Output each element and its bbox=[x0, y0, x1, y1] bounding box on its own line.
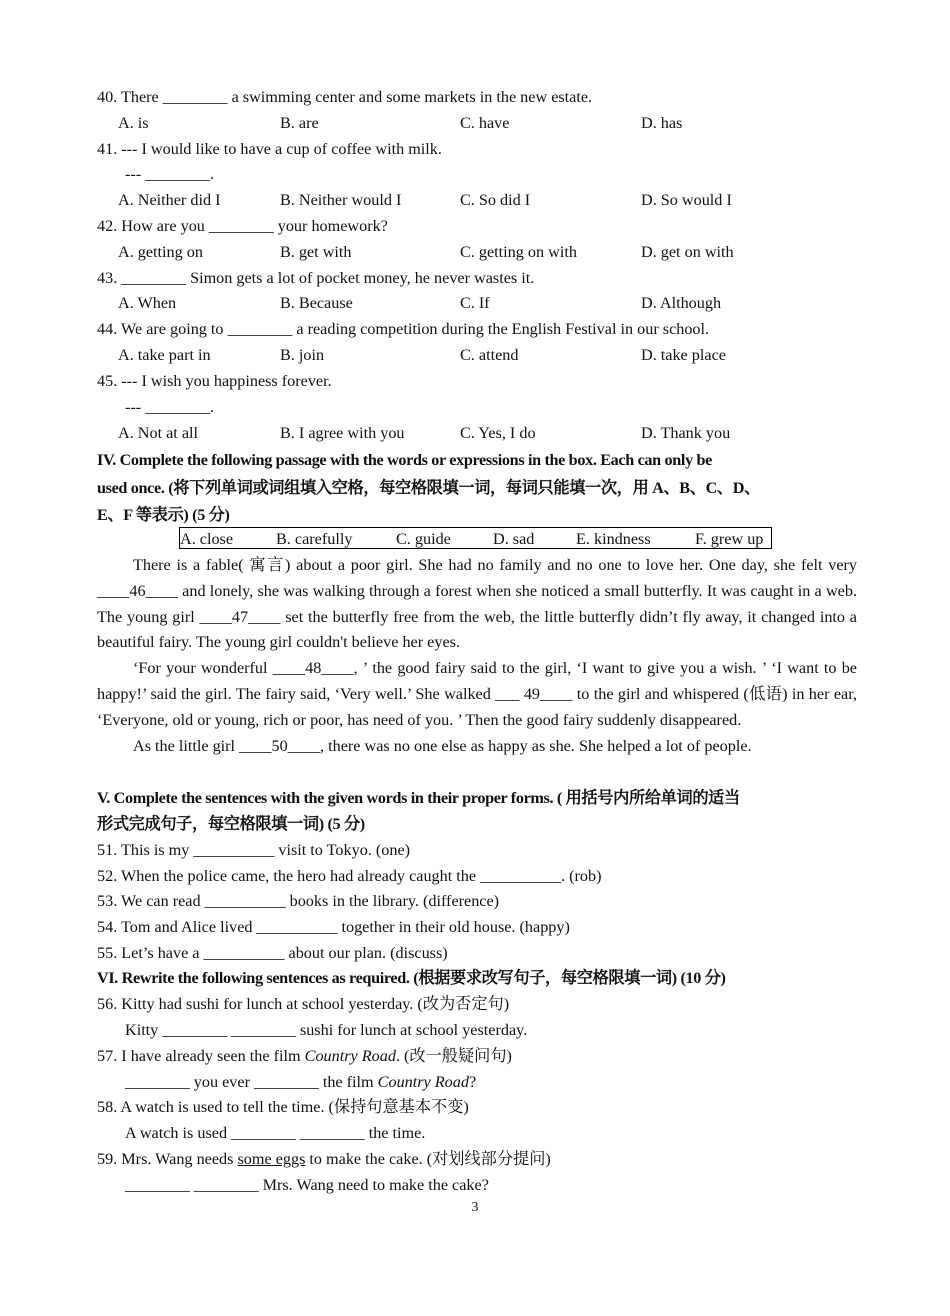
q56-answer: Kitty ________ ________ sushi for lunch at school yesterday. bbox=[125, 1021, 528, 1039]
word-box-item-b: B. carefully bbox=[276, 530, 353, 548]
word-box-item-f: F. grew up bbox=[695, 530, 764, 548]
q45-reply: --- ________. bbox=[125, 398, 215, 416]
q45-option-b: B. I agree with you bbox=[280, 424, 405, 442]
q45-option-c: C. Yes, I do bbox=[460, 424, 536, 442]
q44-option-b: B. join bbox=[280, 346, 325, 364]
section5-heading-line1: V. Complete the sentences with the given words in their proper forms. ( 用括号内所给单词的适当 bbox=[97, 789, 740, 807]
q44-option-d: D. take place bbox=[641, 346, 726, 364]
q58-answer: A watch is used ________ ________ the time. bbox=[125, 1124, 426, 1142]
q40-option-d: D. has bbox=[641, 114, 683, 132]
q59-stem-pre: 59. Mrs. Wang needs bbox=[97, 1150, 238, 1168]
q59-underlined-part: some eggs bbox=[237, 1150, 306, 1168]
word-box-item-c: C. guide bbox=[396, 530, 451, 548]
q40-stem: 40. There ________ a swimming center and some markets in the new estate. bbox=[97, 88, 593, 106]
q44-stem: 44. We are going to ________ a reading competition during the English Festival in our school. bbox=[97, 320, 710, 338]
q43-option-b: B. Because bbox=[280, 294, 353, 312]
q42-option-c: C. getting on with bbox=[460, 243, 577, 261]
q56-stem: 56. Kitty had sushi for lunch at school yesterday. (改为否定句) bbox=[97, 995, 510, 1013]
q57-answer bbox=[125, 1072, 476, 1092]
q40-option-a: A. is bbox=[118, 114, 149, 132]
q57-answer-pre: ________ you ever ________ the film bbox=[125, 1073, 378, 1091]
section4-heading-line3: E、F 等表示) (5 分) bbox=[97, 506, 230, 524]
word-box bbox=[179, 527, 772, 549]
q43-option-c: C. If bbox=[460, 294, 490, 312]
q41-option-b: B. Neither would I bbox=[280, 191, 402, 209]
q57-answer-post: ? bbox=[468, 1073, 477, 1091]
page-number: 3 bbox=[471, 1200, 479, 1215]
word-box-item-d: D. sad bbox=[493, 530, 535, 548]
section5-heading-line2: 形式完成句子，每空格限填一词) (5 分) bbox=[97, 815, 365, 833]
q57-stem-pre: 57. I have already seen the film bbox=[97, 1047, 305, 1065]
passage-paragraph-3: As the little girl ____50____, there was no one else as happy as she. She helped a lot of people. bbox=[133, 736, 752, 755]
passage bbox=[97, 553, 857, 759]
q41-stem: 41. --- I would like to have a cup of coffee with milk. bbox=[97, 140, 442, 158]
q57-film-title: Country Road bbox=[304, 1047, 396, 1065]
word-box-item-a: A. close bbox=[180, 530, 234, 548]
q41-option-a: A. Neither did I bbox=[118, 191, 221, 209]
q44-option-c: C. attend bbox=[460, 346, 519, 364]
section6-heading: VI. Rewrite the following sentences as required. (根据要求改写句子，每空格限填一词) (10 分) bbox=[97, 969, 726, 987]
passage-paragraph-1: There is a fable( 寓言) about a poor girl. She had no family and no one to love her. One day, she felt very ____46____ and lonely, she was walking through a forest when she noticed a small butterfly. It was caught in a web. The young girl ____47____ set the butterfly free from the web, the little butterfly didn’t fly away, it changed into a beautiful fairy. The young girl couldn't believe her eyes. bbox=[97, 556, 857, 652]
q43-option-a: A. When bbox=[118, 294, 177, 312]
q44-option-a: A. take part in bbox=[118, 346, 211, 364]
q43-stem: 43. ________ Simon gets a lot of pocket money, he never wastes it. bbox=[97, 269, 535, 287]
q40-option-c: C. have bbox=[460, 114, 510, 132]
q52: 52. When the police came, the hero had already caught the __________. (rob) bbox=[97, 867, 602, 885]
q43-option-d: D. Although bbox=[641, 294, 722, 312]
q59-stem-post: to make the cake. (对划线部分提问) bbox=[305, 1150, 551, 1168]
q42-option-b: B. get with bbox=[280, 243, 352, 261]
q40-option-b: B. are bbox=[280, 114, 319, 132]
section4-heading-line1: IV. Complete the following passage with the words or expressions in the box. Each can only be bbox=[97, 451, 712, 469]
q41-option-c: C. So did I bbox=[460, 191, 531, 209]
q57-answer-film-title: Country Road bbox=[377, 1073, 469, 1091]
q59-answer: ________ ________ Mrs. Wang need to make the cake? bbox=[125, 1176, 489, 1194]
q45-option-a: A. Not at all bbox=[118, 424, 199, 442]
q54: 54. Tom and Alice lived __________ together in their old house. (happy) bbox=[97, 918, 570, 936]
q45-option-d: D. Thank you bbox=[641, 424, 731, 442]
q58-stem: 58. A watch is used to tell the time. (保持句意基本不变) bbox=[97, 1098, 469, 1116]
q41-option-d: D. So would I bbox=[641, 191, 732, 209]
q55: 55. Let’s have a __________ about our plan. (discuss) bbox=[97, 944, 448, 962]
section4-heading-line2: used once. (将下列单词或词组填入空格，每空格限填一词，每词只能填一次，用 A、B、C、D、 bbox=[97, 479, 760, 497]
q42-option-a: A. getting on bbox=[118, 243, 203, 261]
q59-stem bbox=[97, 1149, 551, 1169]
word-box-item-e: E. kindness bbox=[576, 530, 651, 548]
q57-stem-post: . (改一般疑问句) bbox=[395, 1047, 512, 1065]
q57-stem bbox=[97, 1046, 512, 1066]
passage-paragraph-2: ‘For your wonderful ____48____, ’ the good fairy said to the girl, ‘I want to give you a wish. ’ ‘I want to be happy!’ said the girl. The fairy said, ‘Very well.’ She walked ___ 49____ to the girl and whispered (低语) in her ear, ‘Everyone, old or young, rich or poor, has need of you. ’ Then the good fairy suddenly disappeared. bbox=[97, 659, 857, 729]
q42-stem: 42. How are you ________ your homework? bbox=[97, 217, 388, 235]
q42-option-d: D. get on with bbox=[641, 243, 734, 261]
q41-reply: --- ________. bbox=[125, 165, 215, 183]
q45-stem: 45. --- I wish you happiness forever. bbox=[97, 372, 332, 390]
q53: 53. We can read __________ books in the library. (difference) bbox=[97, 892, 500, 910]
q51: 51. This is my __________ visit to Tokyo. (one) bbox=[97, 841, 411, 859]
